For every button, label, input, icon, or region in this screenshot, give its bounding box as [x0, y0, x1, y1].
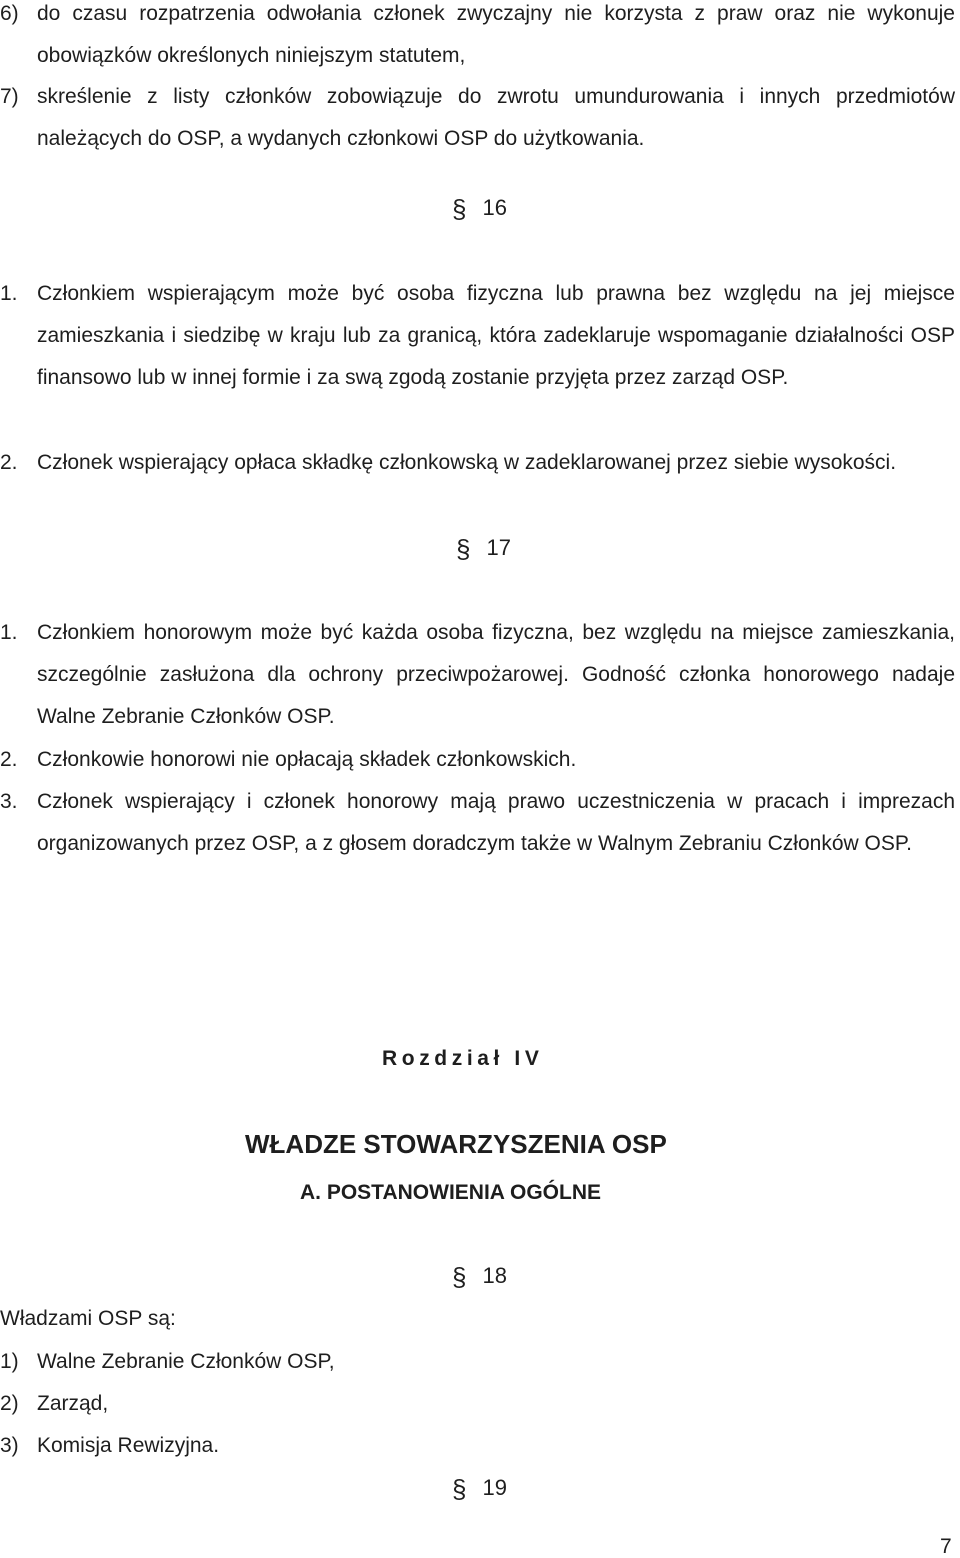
point-text: Członkowie honorowi nie opłacają składek członkowskich.: [37, 748, 577, 771]
item-number: 3): [0, 1434, 19, 1457]
point-number: 2.: [0, 748, 18, 771]
item-text: do czasu rozpatrzenia odwołania członek zwyczajny nie korzysta z praw oraz nie wykonuje obowiązków określonych niniejszym statutem,: [37, 2, 955, 67]
item-number: 7): [0, 85, 19, 108]
item-number: 1): [0, 1350, 19, 1373]
item-text: Walne Zebranie Członków OSP,: [37, 1350, 335, 1373]
item-number: 6): [0, 2, 19, 25]
section-sign: §: [452, 1474, 467, 1504]
paragraph-19-heading: [452, 1476, 507, 1502]
section-sign: §: [452, 194, 467, 224]
paragraph-number: 19: [482, 1475, 507, 1500]
paragraph-number: 16: [482, 195, 507, 220]
section-sign: §: [456, 534, 471, 564]
paragraph-17-heading: [456, 536, 511, 562]
item-number: 2): [0, 1392, 19, 1415]
point-text: Członkiem wspierającym może być osoba fizyczna lub prawna bez względu na jej miejsce zamieszkania i siedzibę w kraju lub za granicą, która zadeklaruje wspomaganie działalności OSP finansowo lub w innej formie i za swą zgodą zostanie przyjęta przez zarząd OSP.: [37, 282, 955, 389]
point-text: Członek wspierający i członek honorowy mają prawo uczestniczenia w pracach i imprezach organizowanych przez OSP, a z głosem doradczym także w Walnym Zebraniu Członków OSP.: [37, 790, 955, 855]
item-text: Zarząd,: [37, 1392, 109, 1415]
paragraph-number: 17: [486, 535, 511, 560]
authorities-intro: Władzami OSP są:: [0, 1307, 176, 1330]
item-text: skreślenie z listy członków zobowiązuje do zwrotu umundurowania i innych przedmiotów należących do OSP, a wydanych członkowi OSP do użytkowania.: [37, 85, 955, 150]
point-number: 1.: [0, 282, 18, 305]
page-number: 7: [940, 1535, 952, 1558]
section-subheading: A. POSTANOWIENIA OGÓLNE: [300, 1181, 602, 1204]
item-text: Komisja Rewizyjna.: [37, 1434, 220, 1457]
point-number: 2.: [0, 451, 18, 474]
point-number: 1.: [0, 621, 18, 644]
chapter-title: Rozdział IV: [382, 1047, 544, 1070]
section-heading: WŁADZE STOWARZYSZENIA OSP: [245, 1129, 667, 1159]
paragraph-16-heading: [452, 196, 507, 222]
point-text: Członek wspierający opłaca składkę członkowską w zadeklarowanej przez siebie wysokości.: [37, 451, 897, 474]
paragraph-number: 18: [482, 1263, 507, 1288]
point-text: Członkiem honorowym może być każda osoba fizyczna, bez względu na miejsce zamieszkania, szczególnie zasłużona dla ochrony przeciwpożarowej. Godność członka honorowego nadaje Walne Zebranie Członków OSP.: [37, 621, 955, 728]
point-number: 3.: [0, 790, 18, 813]
paragraph-18-heading: [452, 1264, 507, 1290]
section-sign: §: [452, 1262, 467, 1292]
